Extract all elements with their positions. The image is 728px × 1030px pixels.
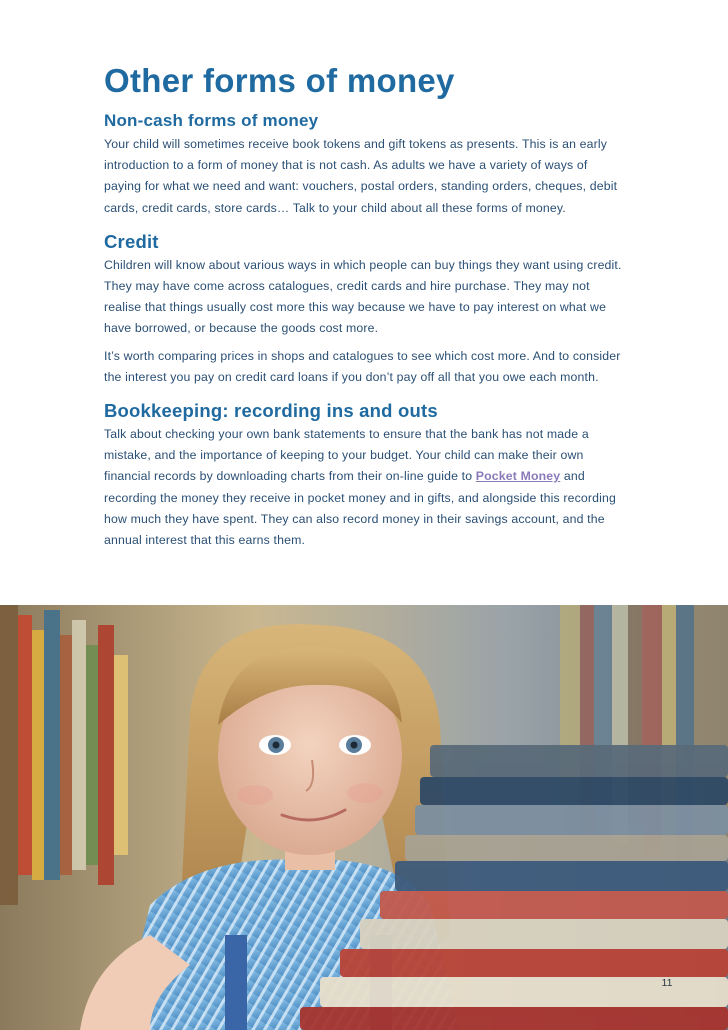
page-content xyxy=(104,62,624,551)
paragraph-credit-2: It’s worth comparing prices in shops and catalogues to see which cost more. And to consider the interest you pay on credit card loans if you don’t pay off all that you owe each month. xyxy=(104,348,621,384)
page-title: Other forms of money xyxy=(104,62,455,99)
page-number: 11 xyxy=(661,977,673,989)
photo-girl-with-books xyxy=(0,605,728,1030)
heading-bookkeeping: Bookkeeping: recording ins and outs xyxy=(104,400,438,422)
heading-credit: Credit xyxy=(104,230,159,252)
paragraph-credit-1: Children will know about various ways in which people can buy things they want using credit. They may have come across catalogues, credit cards and hire purchase. They may not realise that things usually cost more this way because we have to pay interest on what we have borrowed, or because the goods cost more. xyxy=(104,257,622,336)
heading-noncash: Non-cash forms of money xyxy=(104,111,319,130)
photo-illustration xyxy=(0,605,728,1030)
paragraph-bookkeeping xyxy=(104,424,624,551)
pocket-money-link[interactable]: Pocket Money xyxy=(475,469,561,484)
left-bookshelf xyxy=(0,605,128,905)
bookkeeping-text-after-link: and recording the money they receive in pocket money and in gifts, and alongside this recording how much they have spent. They can also record money in their savings account, and the annual interest that this earns them. xyxy=(104,469,616,548)
paragraph-noncash: Your child will sometimes receive book tokens and gift tokens as presents. This is an early introduction to a form of money that is not cash. As adults we have a variety of ways of paying for what we need and want: vouchers, postal orders, standing orders, cheques, debit cards, credit cards, store cards… Talk to your child about all these forms of money. xyxy=(104,137,618,215)
bookkeeping-text-before-link: Talk about checking your own bank statements to ensure that the bank has not made a mistake, and the importance of keeping to your budget. Your child can make their own financial records by downloading charts from their on-line guide to xyxy=(104,427,589,484)
